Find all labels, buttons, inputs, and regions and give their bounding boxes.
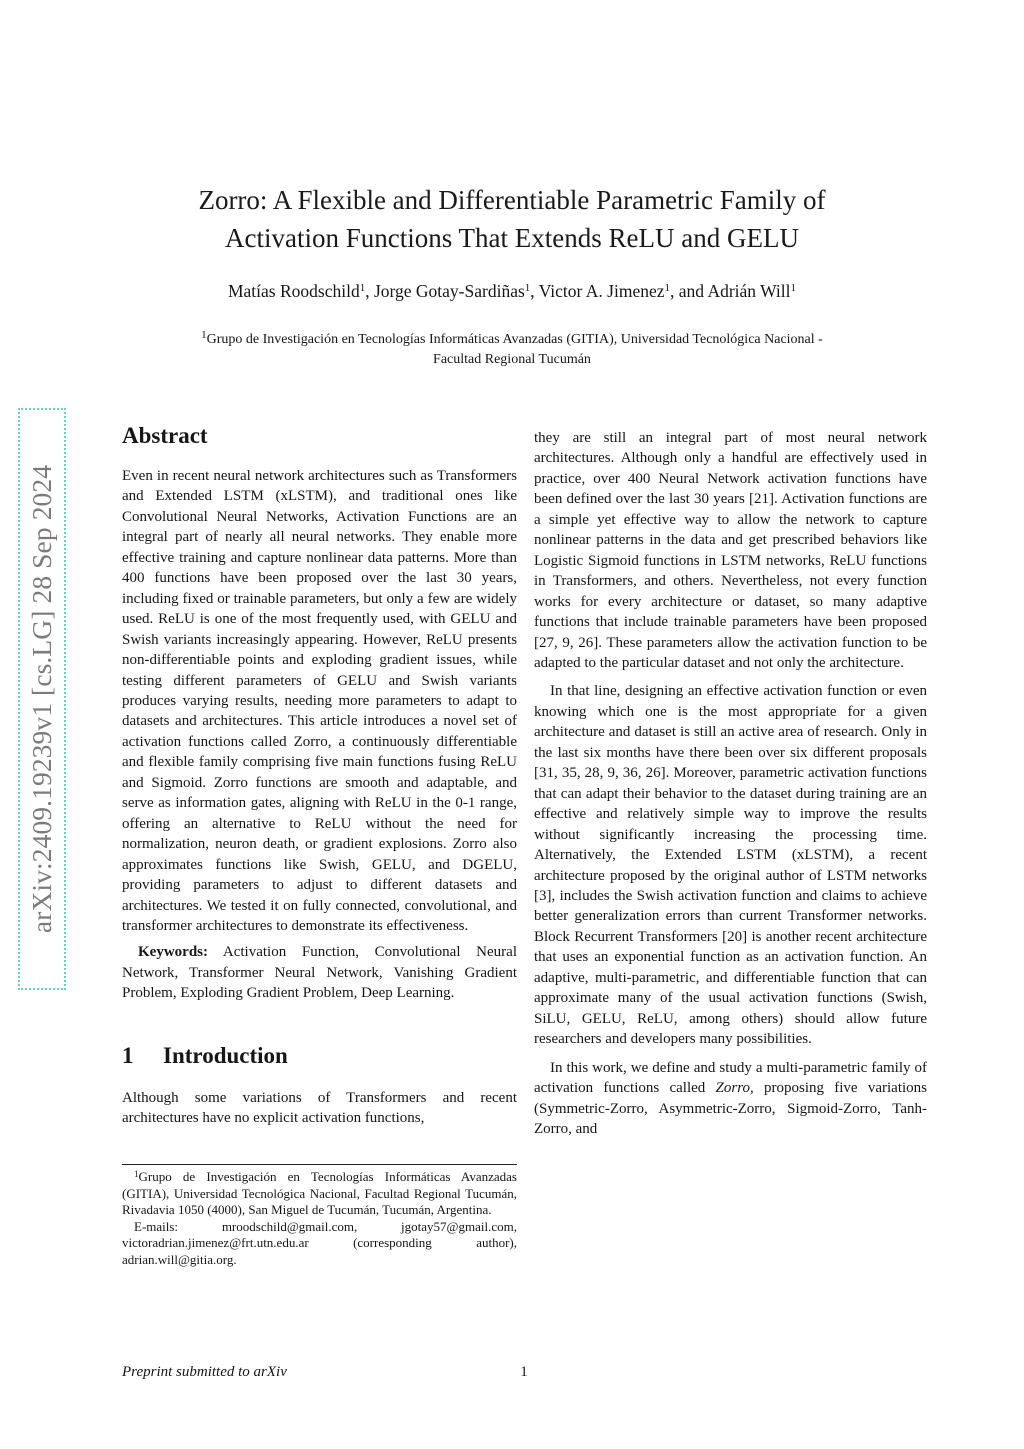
intro-paragraph-start: Although some variations of Transformers and recent architectures have no explicit activation functions, bbox=[122, 1089, 517, 1127]
title-line-1: Zorro: A Flexible and Differentiable Parametric Family of bbox=[198, 185, 826, 215]
author-separator: , bbox=[530, 281, 539, 301]
paper-title bbox=[100, 181, 924, 257]
footnote-affiliation: Grupo de Investigación en Tecnologías Informáticas Avanzadas (GITIA), Universidad Tecnológica Nacional, Facultad Regional Tucumán, Rivadavia 1050 (4000), San Miguel de Tucumán, Tucumán, Argentina. bbox=[122, 1169, 517, 1218]
zorro-term: Zorro bbox=[715, 1080, 751, 1097]
author-separator: , bbox=[365, 281, 374, 301]
affiliation-line-2: Facultad Regional Tucumán bbox=[433, 352, 591, 367]
intro-paragraph-3 bbox=[534, 1058, 927, 1140]
footnote-mark: 1 bbox=[134, 1169, 139, 1179]
author-separator: , and bbox=[670, 281, 708, 301]
right-column bbox=[534, 428, 927, 1139]
abstract-heading: Abstract bbox=[122, 423, 208, 448]
author-affil-mark: 1 bbox=[524, 282, 531, 294]
keywords bbox=[122, 942, 517, 1003]
intro-paragraph-1: they are still an integral part of most neural network architectures. Although only a handful are effectively used in practice, over 400 Neural Network activation functions have been defined over the last 30 years [21]. Activation functions are a simple yet effective way to allow the network to capture nonlinear patterns in the data and get prescribed behaviors like Logistic Sigmoid functions in LSTM networks, ReLU functions in Transformers, and others. Nevertheless, not every function works for every architecture or dataset, so many adaptive functions that include trainable parameters have been proposed [27, 9, 26]. These parameters allow the activation function to be adapted to the particular dataset and not only the architecture. bbox=[534, 430, 927, 671]
arxiv-stamp[interactable] bbox=[18, 408, 66, 990]
intro-paragraph-2: In that line, designing an effective activation function or even knowing which one is the most appropriate for a given architecture and dataset is still an active area of research. Only in the last six months have there been over six different proposals [31, 35, 28, 9, 36, 26]. Moreover, parametric activation functions that can adapt their behavior to the dataset during training are an effective and relatively simple way to improve the results without significantly increasing the processing time. Alternatively, the Extended LSTM (xLSTM), a recent architecture proposed by the original author of LSTM networks [3], includes the Swish activation function and claims to achieve better generalization errors than current Transformer networks. Block Recurrent Transformers [20] is another recent architecture that uses an exponential function as an activation function. An adaptive, multi-parametric, and differentiable function that can approximate many of the usual activation functions (Swish, SiLU, GELU, ReLU, among others) should allow future researchers and developers many possibilities. bbox=[534, 683, 927, 1048]
keywords-list: Activation Function, Convolutional Neural Network, Transformer Neural Network, Vanishing Gradient Problem, Exploding Gradient Problem, Deep Learning. bbox=[122, 944, 517, 1002]
author-list bbox=[60, 279, 964, 303]
author-affil-mark: 1 bbox=[359, 282, 366, 294]
author-affil-mark: 1 bbox=[664, 282, 671, 294]
author-affil-mark: 1 bbox=[790, 282, 797, 294]
footnote bbox=[122, 1164, 517, 1269]
affiliation-mark: 1 bbox=[201, 329, 207, 341]
footer-preprint-note: Preprint submitted to arXiv bbox=[122, 1364, 287, 1380]
section-title: Introduction bbox=[163, 1042, 288, 1068]
section-number: 1 bbox=[122, 1042, 134, 1068]
left-column bbox=[122, 422, 517, 1129]
affiliation bbox=[100, 330, 924, 370]
keywords-label: Keywords: bbox=[138, 944, 208, 961]
author-name: Victor A. Jimenez bbox=[538, 281, 665, 301]
abstract-text: Even in recent neural network architectures such as Transformers and Extended LSTM (xLSTM), and traditional ones like Convolutional Neural Networks, Activation Functions are an integral part of nearly all neural networks. They enable more effective training and capture nonlinear data patterns. More than 400 functions have been proposed over the last 30 years, including fixed or trainable parameters, but only a few are widely used. ReLU is one of the most frequently used, with GELU and Swish variants increasingly appearing. However, ReLU presents non-differentiable points and exploding gradient issues, while testing different parameters of GELU and Swish variants produces varying results, needing more parameters to adapt to datasets and architectures. This article introduces a novel set of activation functions called Zorro, a continuously differentiable and flexible family comprising five main functions fusing ReLU and Sigmoid. Zorro functions are smooth and adaptable, and serve as information gates, aligning with ReLU in the 0-1 range, offering an alternative to ReLU without the need for normalization, neuron death, or gradient explosions. Zorro also approximates functions like Swish, GELU, and DGELU, providing parameters to adjust to different datasets and architectures. We tested it on fully connected, convolutional, and transformer architectures to demonstrate its effectiveness. bbox=[122, 468, 517, 934]
author-name: Jorge Gotay-Sardiñas bbox=[373, 281, 525, 301]
author-name: Matías Roodschild bbox=[227, 281, 360, 301]
author-name: Adrián Will bbox=[707, 281, 791, 301]
page-number: 1 bbox=[520, 1364, 528, 1380]
footnote-emails: E-mails: mroodschild@gmail.com, jgotay57@gmail.com, victoradrian.jimenez@frt.utn.edu.ar (corresponding author), adrian.will@gitia.org. bbox=[122, 1218, 517, 1267]
affiliation-line-1: Grupo de Investigación en Tecnologías Informáticas Avanzadas (GITIA), Universidad Tecnológica Nacional - bbox=[206, 332, 823, 347]
section-heading-introduction bbox=[122, 1042, 517, 1070]
p3-text-a: In this work, we define and study a multi-parametric family of activation functions called bbox=[534, 1059, 927, 1097]
p3-text-b: , proposing five variations (Symmetric-Zorro, Asymmetric-Zorro, Sigmoid-Zorro, Tanh-Zorro, and bbox=[534, 1080, 927, 1137]
arxiv-identifier: arXiv:2409.19239v1 [cs.LG] 28 Sep 2024 bbox=[26, 464, 57, 934]
title-line-2: Activation Functions That Extends ReLU and GELU bbox=[225, 223, 799, 253]
